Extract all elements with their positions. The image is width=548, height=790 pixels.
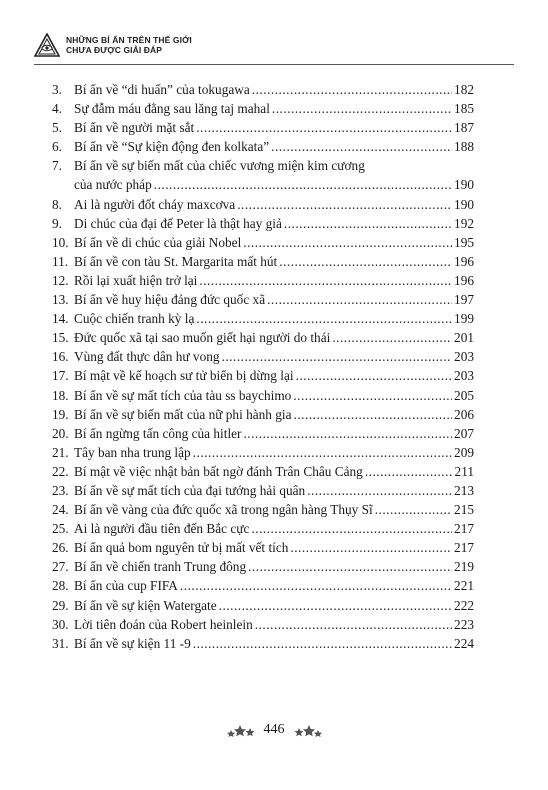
toc-entry-title: Bí ẩn về huy hiệu đảng đức quốc xã bbox=[74, 292, 266, 308]
toc-entry bbox=[52, 424, 474, 443]
page-number: 446 bbox=[263, 722, 285, 737]
toc-entry-page: 217 bbox=[454, 521, 474, 537]
toc-entry-number: 4. bbox=[52, 101, 62, 117]
toc-entry-title: Bí ẩn về sự kiện 11 -9 bbox=[74, 635, 191, 651]
toc-entry-page: 211 bbox=[454, 463, 474, 479]
dot-leader bbox=[180, 576, 452, 595]
toc-entry bbox=[52, 366, 474, 385]
toc-entry bbox=[52, 538, 474, 557]
toc-entry-title: Ai là người đầu tiên đến Bắc cực bbox=[74, 521, 250, 537]
toc-entry-number: 28. bbox=[52, 578, 69, 594]
toc-entry-number: 14. bbox=[52, 311, 69, 327]
toc-entry-number: 17. bbox=[52, 368, 69, 384]
toc-entry bbox=[52, 99, 474, 118]
toc-entry-page: 203 bbox=[454, 368, 474, 384]
toc-entry-title: Ai là người đốt cháy maxcơva bbox=[74, 196, 236, 212]
toc-entry bbox=[52, 118, 474, 137]
toc-entry bbox=[52, 214, 474, 233]
toc-entry-page: 201 bbox=[454, 330, 474, 346]
toc-entry bbox=[52, 328, 474, 347]
toc-entry bbox=[52, 481, 474, 500]
toc-entry bbox=[52, 386, 474, 405]
table-of-contents bbox=[52, 80, 474, 653]
toc-entry-number: 29. bbox=[52, 597, 69, 613]
toc-entry-number: 7. bbox=[52, 158, 62, 174]
toc-entry-page: 192 bbox=[454, 215, 474, 231]
toc-entry bbox=[52, 500, 474, 519]
star-cluster-icon bbox=[293, 723, 323, 737]
toc-entry-title: Bí mật về việc nhật bản bất ngờ đánh Trân Châu Cảng bbox=[74, 463, 363, 479]
toc-entry-title: Bí ẩn về sự biến mất của nữ phi hành gia bbox=[74, 406, 292, 422]
toc-entry-title: Vùng đất thực dân hư vong bbox=[74, 349, 220, 365]
toc-entry-title: Lời tiên đoán của Robert heinlein bbox=[74, 616, 253, 632]
toc-entry-title: Bí ẩn về sự mất tích của tàu ss baychimo bbox=[74, 387, 292, 403]
toc-entry-number: 8. bbox=[52, 196, 62, 212]
toc-entry-page: 207 bbox=[454, 425, 474, 441]
dot-leader bbox=[196, 309, 452, 328]
toc-entry bbox=[52, 557, 474, 576]
dot-leader bbox=[222, 347, 453, 366]
toc-entry-page: 187 bbox=[454, 120, 474, 136]
dot-leader bbox=[293, 386, 452, 405]
toc-entry-number: 16. bbox=[52, 349, 69, 365]
toc-entry-page: 190 bbox=[454, 196, 474, 212]
toc-entry bbox=[52, 634, 474, 653]
toc-entry bbox=[52, 233, 474, 252]
toc-entry bbox=[52, 252, 474, 271]
toc-entry-number: 22. bbox=[52, 463, 69, 479]
toc-entry-number: 15. bbox=[52, 330, 69, 346]
dot-leader bbox=[193, 443, 452, 462]
toc-entry-page: 188 bbox=[454, 139, 474, 155]
toc-entry-page: 203 bbox=[454, 349, 474, 365]
toc-entry-title: Bí ẩn về sự kiện Watergate bbox=[74, 597, 217, 613]
toc-entry bbox=[52, 195, 474, 214]
toc-entry bbox=[52, 347, 474, 366]
toc-entry-title: Bí ẩn về “di huấn” của tokugawa bbox=[74, 82, 250, 97]
toc-entry-number: 19. bbox=[52, 406, 69, 422]
dot-leader bbox=[255, 615, 452, 634]
toc-entry-title: của nước pháp bbox=[74, 177, 152, 193]
toc-entry-number: 3. bbox=[52, 82, 62, 97]
page-footer bbox=[0, 722, 548, 738]
toc-entry bbox=[52, 80, 474, 99]
toc-entry-page: 206 bbox=[454, 406, 474, 422]
dot-leader bbox=[307, 481, 452, 500]
dot-leader bbox=[251, 519, 452, 538]
toc-entry-page: 199 bbox=[454, 311, 474, 327]
toc-entry-number: 5. bbox=[52, 120, 62, 136]
toc-entry-number: 20. bbox=[52, 425, 69, 441]
toc-entry-page: 209 bbox=[454, 444, 474, 460]
toc-entry-title: Rồi lại xuất hiện trở lại bbox=[74, 272, 198, 288]
running-header bbox=[34, 30, 514, 60]
dot-leader bbox=[219, 596, 452, 615]
toc-entry-page: 195 bbox=[454, 234, 474, 250]
toc-entry-title: Bí ẩn về vàng của đức quốc xã trong ngân hàng Thụy Sĩ bbox=[74, 502, 373, 518]
dot-leader bbox=[154, 175, 452, 194]
toc-entry-title: Bí ẩn về di chúc của giải Nobel bbox=[74, 234, 242, 250]
toc-entry-title: Sự đẫm máu đằng sau lăng taj mahal bbox=[74, 101, 270, 117]
toc-entry-number: 30. bbox=[52, 616, 69, 632]
toc-entry bbox=[52, 443, 474, 462]
dot-leader bbox=[243, 424, 452, 443]
toc-entry-title: Bí ẩn của cup FIFA bbox=[74, 578, 178, 594]
toc-entry-number: 11. bbox=[52, 253, 69, 269]
dot-leader bbox=[375, 500, 452, 519]
dot-leader bbox=[365, 462, 453, 481]
header-line-2: CHƯA ĐƯỢC GIẢI ĐÁP bbox=[66, 45, 163, 55]
dot-leader bbox=[199, 271, 452, 290]
toc-entry-page: 185 bbox=[454, 101, 474, 117]
toc-entry bbox=[52, 405, 474, 424]
toc-entry-title: Bí ẩn quả bom nguyên tử bị mất vết tích bbox=[74, 540, 289, 556]
toc-entry-number: 13. bbox=[52, 292, 69, 308]
toc-entry-number: 10. bbox=[52, 234, 69, 250]
dot-leader bbox=[196, 118, 452, 137]
toc-entry bbox=[52, 462, 474, 481]
toc-entry-title: Bí ẩn về chiến tranh Trung đông bbox=[74, 559, 247, 575]
star-cluster-icon bbox=[226, 723, 256, 737]
toc-entry-page: 222 bbox=[454, 597, 474, 613]
dot-leader bbox=[272, 99, 452, 118]
toc-entry-number: 25. bbox=[52, 521, 69, 537]
toc-entry-number: 12. bbox=[52, 272, 69, 288]
toc-entry-number: 9. bbox=[52, 215, 62, 231]
toc-entry-page: 217 bbox=[454, 540, 474, 556]
toc-entry-number: 27. bbox=[52, 559, 69, 575]
dot-leader bbox=[248, 557, 452, 576]
toc-entry-page: 190 bbox=[454, 177, 474, 193]
toc-entry-page: 221 bbox=[454, 578, 474, 594]
toc-entry-title: Bí ẩn ngừng tấn công của hitler bbox=[74, 425, 242, 441]
toc-entry bbox=[52, 271, 474, 290]
toc-entry-title: Cuộc chiến tranh kỳ lạ bbox=[74, 311, 195, 327]
dot-leader bbox=[294, 405, 453, 424]
toc-entry bbox=[52, 156, 474, 194]
dot-leader bbox=[193, 634, 452, 653]
toc-entry-number: 23. bbox=[52, 482, 69, 498]
toc-entry-number: 6. bbox=[52, 139, 62, 155]
toc-entry-title: Đức quốc xã tại sao muốn giết hại người do thái bbox=[74, 330, 331, 346]
toc-entry-title: Bí ẩn về sự biến mất của chiếc vương miện kim cương bbox=[74, 158, 365, 174]
toc-entry bbox=[52, 309, 474, 328]
toc-entry-number: 18. bbox=[52, 387, 69, 403]
toc-entry-title: Tây ban nha trung lập bbox=[74, 444, 191, 460]
eye-triangle-icon bbox=[34, 33, 60, 57]
toc-entry-title: Bí ẩn về con tàu St. Margarita mất hút bbox=[74, 253, 278, 269]
dot-leader bbox=[237, 195, 452, 214]
toc-entry bbox=[52, 576, 474, 595]
dot-leader bbox=[252, 80, 452, 99]
toc-entry-title: Bí ẩn về “Sự kiện động đen kolkata” bbox=[74, 139, 270, 155]
toc-entry-page: 224 bbox=[454, 635, 474, 651]
header-title bbox=[66, 35, 192, 55]
dot-leader bbox=[279, 252, 452, 271]
toc-entry-page: 196 bbox=[454, 272, 474, 288]
toc-entry-page: 213 bbox=[454, 482, 474, 498]
toc-entry-number: 21. bbox=[52, 444, 69, 460]
toc-entry-title: Di chúc của đại đế Peter là thật hay giả bbox=[74, 215, 282, 231]
header-line-1: NHỮNG BÍ ẨN TRÊN THẾ GIỚI bbox=[66, 35, 192, 45]
toc-entry-page: 197 bbox=[454, 292, 474, 308]
toc-entry-title: Bí ẩn về người mặt sắt bbox=[74, 120, 195, 136]
dot-leader bbox=[290, 538, 452, 557]
toc-entry-number: 24. bbox=[52, 502, 69, 518]
toc-entry bbox=[52, 290, 474, 309]
toc-entry bbox=[52, 615, 474, 634]
header-divider bbox=[34, 64, 514, 65]
toc-entry-number: 31. bbox=[52, 635, 69, 651]
toc-entry-page: 182 bbox=[454, 82, 474, 97]
toc-entry-title: Bí ẩn về sự mất tích của đại tướng hải quân bbox=[74, 482, 306, 498]
dot-leader bbox=[271, 137, 452, 156]
toc-entry bbox=[52, 519, 474, 538]
dot-leader bbox=[284, 214, 452, 233]
toc-entry-number: 26. bbox=[52, 540, 69, 556]
toc-entry-page: 215 bbox=[454, 502, 474, 518]
dot-leader bbox=[332, 328, 452, 347]
toc-entry bbox=[52, 137, 474, 156]
toc-entry-page: 205 bbox=[454, 387, 474, 403]
toc-entry-page: 219 bbox=[454, 559, 474, 575]
toc-entry bbox=[52, 596, 474, 615]
dot-leader bbox=[296, 366, 452, 385]
dot-leader bbox=[243, 233, 452, 252]
toc-entry-page: 223 bbox=[454, 616, 474, 632]
dot-leader bbox=[267, 290, 452, 309]
toc-entry-page: 196 bbox=[454, 253, 474, 269]
toc-entry-title: Bí mật về kế hoạch sư tử biển bị dừng lại bbox=[74, 368, 294, 384]
